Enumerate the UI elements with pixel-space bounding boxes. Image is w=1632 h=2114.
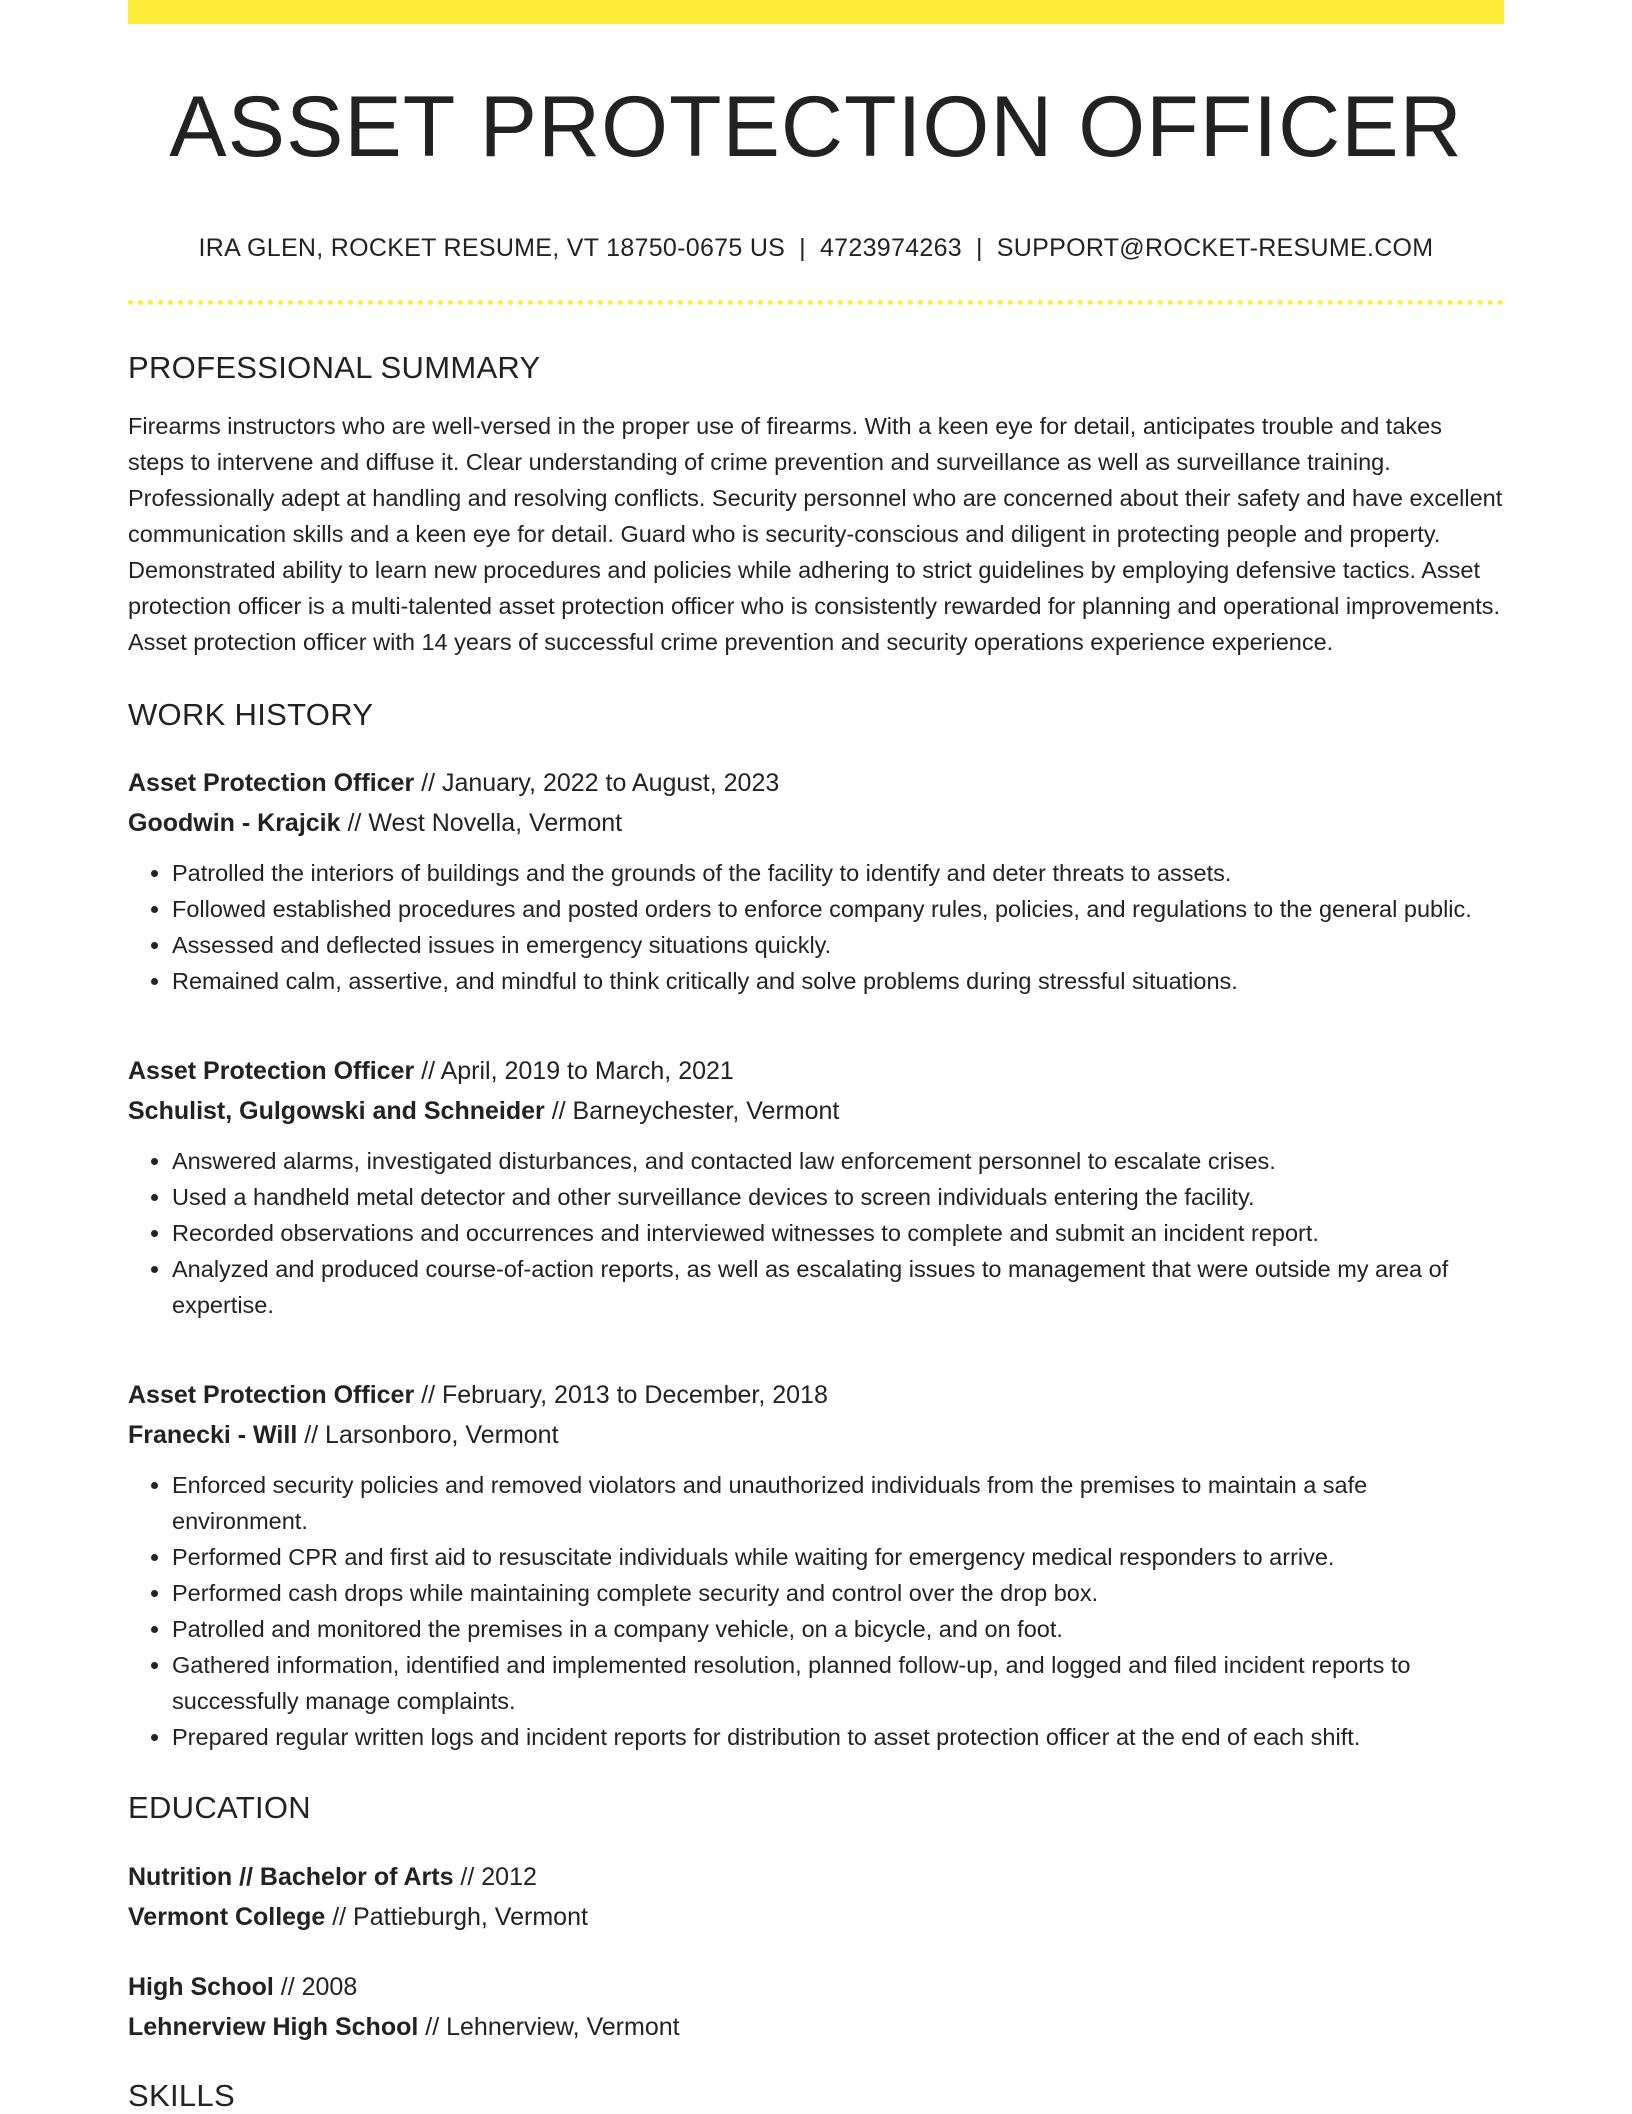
job-dates: // February, 2013 to December, 2018 (414, 1381, 828, 1410)
resume-page (128, 0, 1504, 2114)
skills-heading: SKILLS (128, 2077, 235, 2113)
education-heading: EDUCATION (128, 1790, 311, 1826)
education-school: Vermont College (128, 1902, 326, 1931)
education-year: // 2008 (273, 1972, 358, 2001)
job-bullet: • Recorded observations and occurrences and interviewed witnesses to complete and submit an incident report. (172, 1215, 1504, 1251)
job-entry (128, 1051, 1504, 1323)
job-bullets (128, 1143, 1504, 1323)
job-bullet: • Patrolled and monitored the premises in a company vehicle, on a bicycle, and on foot. (172, 1611, 1504, 1647)
education-entry (128, 1967, 1504, 2047)
resume-title: ASSET PROTECTION OFFICER (169, 79, 1463, 175)
education-year: // 2012 (453, 1862, 537, 1891)
education-location: // Pattieburgh, Vermont (325, 1902, 588, 1931)
job-title: Asset Protection Officer (128, 1381, 415, 1410)
job-title: Asset Protection Officer (128, 769, 415, 798)
job-company-line (128, 1415, 1504, 1455)
job-bullet: • Analyzed and produced course-of-action reports, as well as escalating issues to management that were outside my area of expertise. (172, 1251, 1504, 1323)
contact-separator: | (976, 234, 983, 262)
job-title: Asset Protection Officer (128, 1057, 415, 1086)
contact-address: IRA GLEN, ROCKET RESUME, VT 18750-0675 US (198, 234, 786, 262)
job-entry (128, 1375, 1504, 1755)
education-entry (128, 1857, 1504, 1937)
job-title-line (128, 763, 1504, 803)
education-school-line (128, 1897, 1504, 1937)
job-bullet: • Assessed and deflected issues in emergency situations quickly. (172, 927, 1504, 963)
contact-email: SUPPORT@ROCKET-RESUME.COM (996, 234, 1434, 262)
job-company: Franecki - Will (128, 1421, 298, 1450)
education-school-line (128, 2007, 1504, 2047)
job-bullet: • Followed established procedures and posted orders to enforce company rules, policies, and regulations to the general public. (172, 891, 1504, 927)
job-bullet: • Enforced security policies and removed violators and unauthorized individuals from the premises to maintain a safe environment. (172, 1467, 1504, 1539)
job-title-line (128, 1051, 1504, 1091)
job-location: // Barneychester, Vermont (544, 1097, 840, 1126)
job-entry (128, 763, 1504, 999)
summary-heading: PROFESSIONAL SUMMARY (128, 350, 541, 385)
job-location: // West Novella, Vermont (340, 809, 623, 838)
job-bullet: • Answered alarms, investigated disturbances, and contacted law enforcement personnel to escalate crises. (172, 1143, 1504, 1179)
job-bullet: • Prepared regular written logs and incident reports for distribution to asset protection officer at the end of each shift. (172, 1719, 1504, 1755)
job-bullet: • Patrolled the interiors of buildings and the grounds of the facility to identify and deter threats to assets. (172, 855, 1504, 891)
job-bullets (128, 1467, 1504, 1755)
job-company: Schulist, Gulgowski and Schneider (128, 1097, 545, 1126)
education-degree-line (128, 1967, 1504, 2007)
job-bullet: • Used a handheld metal detector and other surveillance devices to screen individuals entering the facility. (172, 1179, 1504, 1215)
top-accent-bar (128, 0, 1504, 24)
job-bullet: • Remained calm, assertive, and mindful to think critically and solve problems during stressful situations. (172, 963, 1504, 999)
education-degree: Nutrition // Bachelor of Arts (128, 1862, 454, 1891)
contact-line (128, 233, 1504, 263)
job-bullets (128, 855, 1504, 999)
summary-text: Firearms instructors who are well-versed in the proper use of firearms. With a keen eye for detail, anticipates trouble and takes steps to intervene and diffuse it. Clear understanding of crime prevention and surveillance as well as surveillance training. Professionally adept at handling and resolving conflicts. Security personnel who are concerned about their safety and have excellent communication skills and a keen eye for detail. Guard who is security-conscious and diligent in protecting people and property. Demonstrated ability to learn new procedures and policies while adhering to strict guidelines by employing defensive tactics. Asset protection officer is a multi-talented asset protection officer who is consistently rewarded for planning and operational improvements. Asset protection officer with 14 years of successful crime prevention and security operations experience experience. (128, 413, 1503, 656)
contact-phone: 4723974263 (819, 234, 962, 262)
job-company-line (128, 1091, 1504, 1131)
job-dates: // January, 2022 to August, 2023 (414, 769, 780, 798)
job-bullet: • Performed CPR and first aid to resuscitate individuals while waiting for emergency medical responders to arrive. (172, 1539, 1504, 1575)
header-divider (128, 300, 1504, 305)
education-location: // Lehnerview, Vermont (418, 2012, 680, 2041)
job-title-line (128, 1375, 1504, 1415)
job-dates: // April, 2019 to March, 2021 (414, 1057, 734, 1086)
job-bullet: • Gathered information, identified and implemented resolution, planned follow-up, and logged and filed incident reports to successfully manage complaints. (172, 1647, 1504, 1719)
job-bullet: • Performed cash drops while maintaining complete security and control over the drop box. (172, 1575, 1504, 1611)
job-location: // Larsonboro, Vermont (297, 1421, 559, 1450)
work-history-heading: WORK HISTORY (128, 697, 374, 733)
education-degree-line (128, 1857, 1504, 1897)
education-school: Lehnerview High School (128, 2012, 419, 2041)
job-company: Goodwin - Krajcik (128, 809, 341, 838)
job-company-line (128, 803, 1504, 843)
contact-separator: | (799, 234, 806, 262)
education-degree: High School (128, 1972, 274, 2001)
